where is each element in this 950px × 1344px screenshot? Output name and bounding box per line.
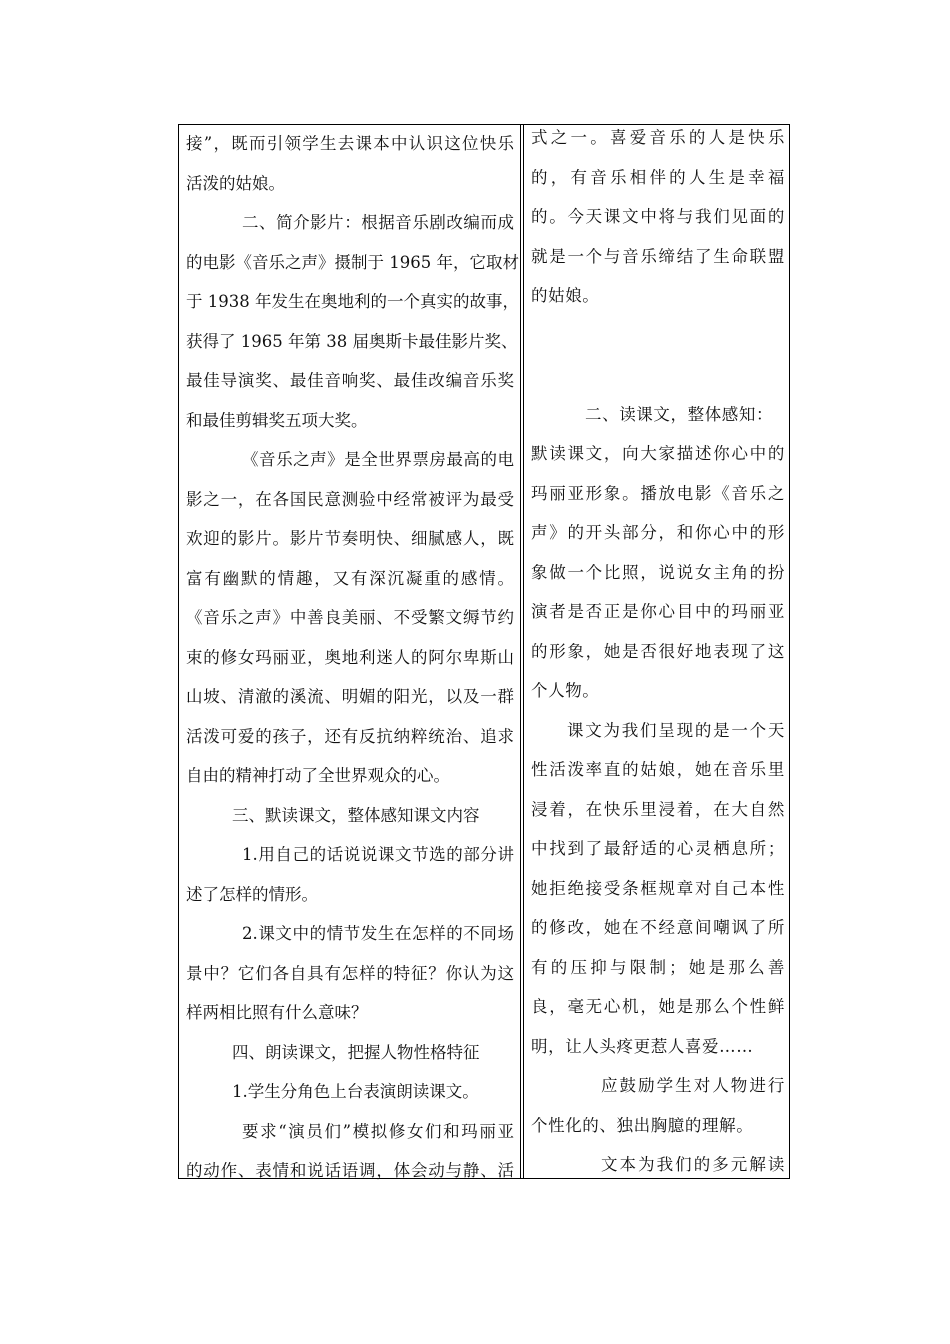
- text-line: 富有幽默的情趣，又有深沉凝重的感情。: [186, 568, 514, 588]
- text-line: 自由的精神打动了全世界观众的心。: [186, 766, 450, 785]
- text-line: 1.用自己的话说说课文节选的部分讲: [242, 845, 514, 864]
- text-line: 2.课文中的情节发生在怎样的不同场: [242, 924, 514, 943]
- text-line: 性活泼率直的姑娘，她在音乐里: [531, 760, 785, 779]
- text-line: 演者是否正是你心目中的玛丽亚: [531, 602, 785, 621]
- column-divider: [520, 124, 524, 1179]
- text-line: 明，让人头疼更惹人喜爱……: [531, 1036, 754, 1056]
- text-line: 欢迎的影片。影片节奏明快、细腻感人，既: [186, 529, 514, 548]
- text-line: 的动作、表情和说话语调，体会动与静、活: [186, 1161, 514, 1180]
- text-line: 默读课文，向大家描述你心中的: [531, 444, 785, 463]
- text-line: 她拒绝接受条框规章对自己本性: [531, 878, 785, 898]
- text-line: 的，有音乐相伴的人生是幸福: [531, 167, 785, 187]
- text-line: 的电影《音乐之声》摄制于 1965 年，它取材: [186, 252, 519, 272]
- text-line: 样两相比照有什么意味？: [186, 1003, 368, 1022]
- text-line: 二、简介影片：根据音乐剧改编而成: [242, 213, 514, 232]
- right-column-text: [531, 118, 785, 1185]
- text-line: 个性化的、独出胸臆的理解。: [531, 1115, 754, 1135]
- text-line: 最佳导演奖、最佳音响奖、最佳改编音乐奖: [186, 371, 514, 390]
- text-line: 文本为我们的多元解读: [601, 1155, 785, 1174]
- text-line: 个人物。: [531, 681, 600, 700]
- text-line: 1.学生分角色上台表演朗读课文。: [232, 1082, 479, 1101]
- text-line: 良，毫无心机，她是那么个性鲜: [531, 997, 785, 1016]
- text-line: [531, 316, 785, 356]
- text-line: 山坡、清澈的溪流、明媚的阳光，以及一群: [186, 687, 514, 706]
- text-line: 影之一，在各国民意测验中经常被评为最受: [186, 489, 514, 509]
- text-line: 《音乐之声》是全世界票房最高的电: [242, 450, 514, 469]
- text-line: 《音乐之声》中善良美丽、不受繁文缛节约: [186, 608, 514, 627]
- text-line: 活泼的姑娘。: [186, 173, 285, 193]
- text-line: 的修改，她在不经意间嘲讽了所: [531, 918, 785, 937]
- text-line: 应鼓励学生对人物进行: [601, 1076, 785, 1095]
- text-line: 和最佳剪辑奖五项大奖。: [186, 410, 368, 430]
- text-line: 束的修女玛丽亚，奥地利迷人的阿尔卑斯山: [186, 647, 514, 667]
- text-line: 声》的开头部分，和你心中的形: [531, 523, 785, 542]
- text-line: 三、默读课文，整体感知课文内容: [232, 805, 480, 825]
- text-line: 述了怎样的情形。: [186, 884, 318, 904]
- text-line: [531, 355, 785, 395]
- text-line: 景中？它们各自具有怎样的特征？你认为这: [186, 963, 514, 983]
- text-line: 四、朗读课文，把握人物性格特征: [232, 1042, 480, 1062]
- text-line: 就是一个与音乐缔结了生命联盟: [531, 246, 785, 266]
- text-line: 浸着，在快乐里浸着，在大自然: [531, 799, 785, 819]
- text-line: 于 1938 年发生在奥地利的一个真实的故事，: [186, 292, 519, 311]
- text-line: 活泼可爱的孩子，还有反抗纳粹统治、追求: [186, 726, 514, 746]
- left-column-text: [186, 124, 519, 1191]
- text-line: 象做一个比照，说说女主角的扮: [531, 562, 785, 582]
- text-line: 要求“演员们”模拟修女们和玛丽亚: [242, 1121, 514, 1141]
- text-line: 二、读课文，整体感知：: [585, 404, 774, 424]
- text-line: 课文为我们呈现的是一个天: [567, 720, 785, 740]
- text-line: 中找到了最舒适的心灵栖息所；: [531, 839, 785, 858]
- text-line: 有的压抑与限制；她是那么善: [531, 957, 785, 977]
- text-line: 的姑娘。: [531, 286, 600, 305]
- text-line: 获得了 1965 年第 38 届奥斯卡最佳影片奖、: [186, 331, 518, 351]
- text-line: 接”，既而引领学生去课本中认识这位快乐: [186, 134, 514, 153]
- text-line: 的。今天课文中将与我们见面的: [531, 207, 785, 226]
- text-line: 的形象，她是否很好地表现了这: [531, 641, 785, 661]
- text-line: 玛丽亚形象。播放电影《音乐之: [531, 483, 785, 503]
- text-line: 式之一。喜爱音乐的人是快乐: [531, 128, 785, 147]
